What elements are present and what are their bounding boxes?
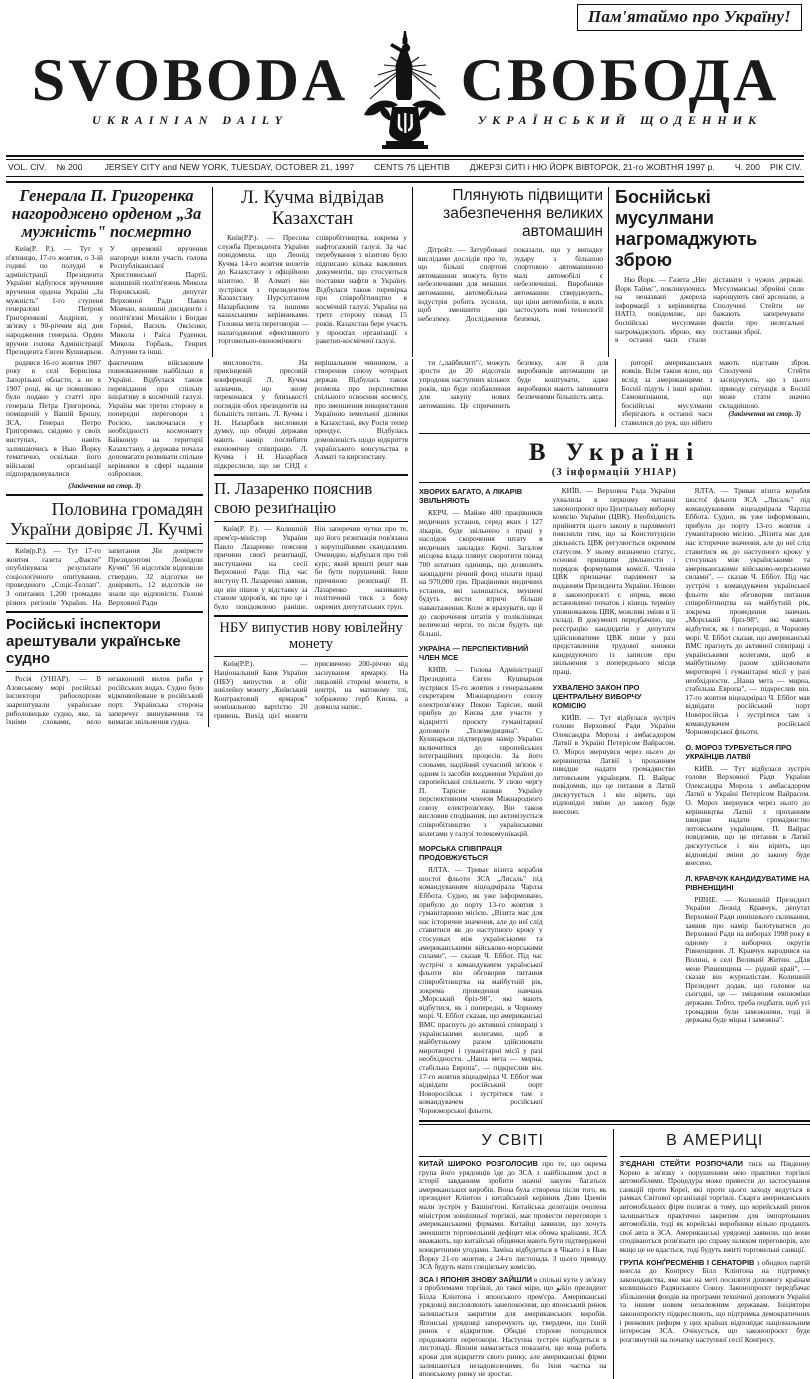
article-column-1: Ню Йорк. — Газета „Ню Йорк Таймс", покликуючись на неназвані джерела інформації з керівництва НАТО, повідомляє, що боснійські мусулмани нагромаджують зброю, яку в останні часи стали діставати з чужих держав. Мусулманські збройні сили нарощують свої арсенали, а Сполучені Стейти не бажають заперечувати фактів про нелегальні поставки зброї. bbox=[615, 276, 804, 345]
banner-row bbox=[0, 0, 810, 31]
article-column-1: Дітройт. — Затурбовані вислідами дослідів про те, що більші спортові автомашини можуть бути небезпечними для менших автомашин, автомобільна індустрія робить зусилля, щоб зменшити цю небезпеку. Дослідження показали, що у випадку зудару з більшою спортовою автомашиною малі автомобілі є небезпечніші. Виробники автомашин стверджують, що ціни автомобілів, в яких застосують нові технології безпеки, bbox=[418, 246, 603, 323]
ukraine-col-2 bbox=[548, 487, 681, 1115]
continuation-note: (Закінчення на стор. 3) bbox=[6, 482, 203, 490]
left-col-b bbox=[208, 359, 408, 727]
america-item bbox=[620, 1160, 810, 1255]
dateline-rule-thin bbox=[6, 176, 804, 177]
article-headline: Генерала П. Григоренка нагороджено орденом „За мужність" посмертно bbox=[6, 187, 207, 241]
item-kicker: УХВАЛЕНО ЗАКОН ПРО ЦЕНТРАЛЬНУ ВИБОРЧУ КОМІСІЮ bbox=[553, 683, 676, 710]
world-item-paragraph bbox=[419, 1276, 607, 1379]
article-headline: Л. Кучма відвідав Казахстан bbox=[218, 187, 407, 229]
article-lazarenko bbox=[214, 474, 408, 611]
world-item-body: про те, що окрема група його урядовців їде до ЗСА з найбільшим досі в історії завданням зробити значні закупи багатьох американських виробів. Вона була створена після того, як президент Клінтон і китайський керівник Дзян Цземін мали зустріч у Вашінґтоні. Китайська делегація очолена міністром зовнішньої торгівлі, має провести переговори з американськими фірмами. Китайці заявили, що хочуть зменшити торговельний дефіцит між обома країнами. ЗСА вважають, що китайські обіцянки мають бути підтверджені конкретними угодами. Заміна відбудеться в Чікаґо і в Нью Йорку 21-го жовтня, а 24-го листопада. З цього приводу ЗСА будуть мати спеціяльну комісію. bbox=[419, 1159, 607, 1271]
item-kicker: Л. КРАВЧУК КАНДИДУВАТИМЕ НА РІВНЕНЩИНІ bbox=[685, 874, 810, 892]
article-column-1: Київ(р.Р.). — Тут 17-го жовтня газета „Факти" опублікувала результати соціологічного опитування, проведеного „Соціс-Ґеллап". З опитаних 1,200 громадян різних регіонів України. На запитання „Чи довіряєте Президентові Леонідові Кучмі" 56 відсотків відповіли ствердно, 32 відсотки не довіряють, 12 відсотків не знали що відповісти. Голові Верховної Ради bbox=[6, 547, 203, 607]
article-headline: Половина громадян України довіряє Л. Кучмі bbox=[6, 499, 203, 539]
lower-content-row bbox=[0, 359, 810, 1379]
dateline-issue-number: № 200 bbox=[56, 162, 82, 172]
item-kicker: О. МОРОЗ ТУРБУЄТЬСЯ ПРО УКРАЇНЦІВ ЛАТВІЇ bbox=[685, 743, 810, 761]
america-item-paragraph bbox=[620, 1259, 810, 1345]
bosnia-continued-text: риторії американських вояків. Всім також ясно, що вслід за американцями з Боснії підуть і інші країни. Самовизнання, що боснійські мусулмани зберігають в останні часи ставилися до рук, що нібито мають підстави зброя. Сполучені Стейти засвідчують, що з цього приводу ситуація в Боснії може стати значно складнішою. bbox=[622, 359, 810, 428]
masthead-subtitle-en: UKRAINIAN DAILY bbox=[92, 113, 288, 128]
world-item bbox=[419, 1276, 607, 1379]
item-body bbox=[419, 666, 543, 838]
dateline-volume: VOL. CIV. bbox=[8, 162, 46, 172]
item-body-cont bbox=[553, 487, 676, 676]
item-body bbox=[685, 765, 810, 868]
statue-of-liberty-tryzub-emblem bbox=[350, 29, 460, 151]
world-item-body: в спільні кути у зв'язку з проблемами торгівлі, до такої міри, що توkio президент Білла Клінтона і японського прем'єра. Американські урядовці висловлюють занепокоєння, що японський ринок залишається закритим для американських виробів. Японські урядовці заперечують це, твердячи, що їхній ринок є відкритим. Обидві сторони погодилися продовжити переговори. Наступна зустріч відбудеться в листопаді. Японія намагається показати, що вона робить кроки для відкриття свого ринку, але американські фірми залишаються незадоволеними, бо їхня частка на японському ринку не зростає. bbox=[419, 1275, 607, 1379]
article-column-1: Росія (УНІАР). — В Азовському морі російські інспектори рибоохорони заарештували українське риболовецьке судно, яке, за їхніми словами, вело незаконний вилов риби у російських водах. Судно було відконвойоване в російський порт. Українська сторона заперечує звинувачення та вимагає звільнення судна. bbox=[6, 675, 203, 727]
suv-continued-body bbox=[419, 359, 615, 428]
ukraine-section-header bbox=[419, 433, 810, 483]
item-kicker: УКРАЇНА — ПЕРСПЕКТИВНИЙ ЧЛЕН МСЕ bbox=[419, 644, 543, 662]
world-item-lead: КИТАЙ ШИРОКО РОЗГОЛОСИВ bbox=[419, 1159, 538, 1168]
item-kicker: ХВОРИХ БАГАТО, А ЛІКАРІВ ЗВІЛЬНЯЮТЬ bbox=[419, 487, 543, 505]
article-headline-line: П. Лазаренко пояснив свою резиґнацію bbox=[214, 479, 408, 517]
ukraine-section-subtitle: (З інформацій УНІАР) bbox=[419, 467, 810, 478]
bottom-sections-rule bbox=[419, 1120, 810, 1122]
article-suv-safety bbox=[412, 187, 608, 357]
dateline-price: CENTS 75 ЦЕНТІВ bbox=[374, 162, 450, 172]
world-section bbox=[419, 1129, 613, 1379]
item-text: РІВНЕ. — Колишній Президент України Леонід Кравчук, депутат Верховної Ради нинішнього скликання, заявив про намір балотуватися до Верховної Ради на виборах 1998 року в одному з виборчих округів Рівненщини. Л. Кравчук народився на Волині, в селі Великий Житин. „Для мене Рівненщина — рідний край", — сказав він журналістам. Колишній Президент додав, що головне на сьогодні, це — зміцнення економіки держави. Тобто, треба подбати, щоб усі громадяни були заможними, тоді й держава буде міцна і заможна". bbox=[685, 896, 810, 1025]
america-item-paragraph bbox=[620, 1160, 810, 1255]
left-col-a bbox=[6, 359, 208, 727]
article-column-1: Київ(Р. Р.). — Тут у п'ятницю, 17-го жовтня, о 3-ій годині по полудні в адміністрації Президента України відбулося врученння вручення ордена Україні „За мужність" 1-го ступеня генералові Петрові Григоренкові Андрієві, у зв'язку з 90-річчям від дня народження генерала. Орден вручив голова Адміністрації Президента Євген Кушнарьов. У церемонії вручення нагороди взяли участь голова Республіканської Християнської Партії, колишній політв'язень Микола Поровський, депутат Верховної Ради Павло Мовчан, колишні дисиденти і політв'язні Михайло і Богдан Горині, Василь Овсієнко, Микола і Раїса Руденки, Микола Горбаль, Генрих Алтунян та інші. bbox=[6, 245, 207, 357]
article-headline: Боснійські мусулмани нагромаджують зброю bbox=[615, 187, 804, 271]
grigorenko-continued-body bbox=[6, 359, 203, 479]
masthead-title-en: SVOBODA bbox=[32, 52, 349, 109]
ukraine-section-title: В Україні bbox=[419, 439, 810, 466]
bosnia-continued-body bbox=[615, 359, 810, 428]
ukraine-section-columns bbox=[419, 487, 810, 1115]
item-text: КИЇВ. — Тут відбулася зустріч голови Верховної Ради України Олександра Мороза з амбасадором Латвії в Україні Петерісом Вайрасом. О. Мороз звернувся через нього до керівництва Латвії з проханням швидше надати громадянство литовським українцям. П. Вайрас повідомив, що це питання в Латвії дискутується і він вірить, що відповідні зміни до закону буде внесено. bbox=[553, 714, 676, 817]
america-item-body: з обидвох партій внесла до Конґресу Білл Клінтона на підтримку законодавства, яке має на меті посилити допомогу країнам колишнього Радянського Союзу. Законопроєкт передбачає збільшення фондів на програми технічної допомоги Україні та іншим новим незалежним державам. Ініціятори законопроєкту підкреслюють, що підтримка демократичних і ринкових реформ у цих країнах відповідає національним інтересам ЗСА. Очікується, що законопроєкт буде розглянутий на початку наступної сесії Конґресу. bbox=[620, 1258, 810, 1344]
bottom-sections-row bbox=[419, 1129, 810, 1379]
item-text: КЕРЧ. — Майже 400 працівників медичних установ, серед яких і 127 лікарів, буде звільнено з праці у наслідок скорочення штату в медичних закладах Керчі. Загалом місцева влада плянує скоротити понад 700 штатних одиниць, що дозволить заощадити річний фонд оплати праці на 970,000 грн. Працівники медичних установ, які залишаться, змушені будуть вести втричі більше навантаження. Коли ж врахувати, що й до скорочення штатів у поліклініках величезні черги, то після будуть ще більші. bbox=[419, 509, 543, 638]
dateline-year: РІК CIV. bbox=[770, 162, 802, 172]
bottom-sections-rule-2 bbox=[419, 1124, 810, 1125]
masthead-left bbox=[40, 52, 340, 128]
world-item bbox=[419, 1160, 607, 1272]
item-text: КИЇВ. — Верховна Рада України ухвалила в першому читанні законопроєкт про Центральну виборчу комісію України (ЦВК). Необхідність прийняття цього закону в парляменті пояснили тим, що за Конституцією діяльність ЦВК регулюється окремим статусом. У ньому визначено статус, основні принципи діяльности і порядок формування комісії. Членів ЦВК призначає парлямент за поданням Президента України. Новою в законопроєкті є норма, якою встановлено початок і кінець терміну уповноважень ЦВК, можливі зміни в її складі. В документі передбачено, що реєстрацію кандидатів у депутати здійснюватиме ЦВК лише у разі представлення трудової книжки кандидуючого із записом про звільнення з попереднього місця праці. bbox=[553, 487, 676, 676]
kuchma-kazakhstan-continued-body bbox=[214, 359, 408, 471]
item-text: ЯЛТА. — Триває візита корабля шостої фльоти ЗСА „Лисаль" під командуванням віцеадмірала Чарлза Еббота. Судно, як уже інформовано, прибуло до порту 13-го жовтня з гуманітарною місією. „Візита має для нас історичне значення, але до неї слід ставитися як до наступного кроку у стосунках між українськими та американськими військово-морськими силами", — сказав Ч. Еббот. Під час зустрічі з командувачем української фльоти він обговорив питання співробітництва на майбутній рік, зокрема проведення навчань „Морський бріз-98", які мають відбутися, як і попередні, в Чорному морі. Ч. Еббот сказав, що американські ВМС прагнуть до активної співпраці з українськими колегами, щоб в майбутньому разом здійснювати миротворчі і гуманітарні місії у разі необхідности. „Наша мета — мирна, стабільна Европа", — підкреслив він. 17-го жовтня віцеадмірал Ч. Еббот мав відвідати російський порт Новоросійськ і зустрітися там з командувачем російської Чорноморської фльоти. bbox=[685, 487, 810, 736]
item-text: КИЇВ. — Тут відбулася зустріч голови Верховної Ради України Олександра Мороза з амбасадором Латвії в Україні Петерісом Вайрасом. О. Мороз звернувся через нього до керівництва Латвії з проханням швидше надати громадянство литовським українцям. П. Вайрас повідомив, що це питання в Латвії дискутується і він вірить, що відповідні зміни до закону буде внесено. bbox=[685, 765, 810, 868]
world-section-title: У СВІТІ bbox=[419, 1129, 607, 1152]
america-section bbox=[613, 1129, 810, 1379]
article-body bbox=[214, 525, 408, 611]
dateline-city-en: JERSEY CITY and NEW YORK, TUESDAY, OCTOBER 21, 1997 bbox=[105, 162, 355, 172]
item-text: ЯЛТА. — Триває візита корабля шостої фльоти ЗСА „Лисаль" під командуванням віцеадмірала Чарлза Еббота. Судно, як уже інформовано, прибуло до порту 13-го жовтня з гуманітарною місією. „Візита має для нас історичне значення, але до неї слід ставитися як до наступного кроку у стосунках між українськими та американськими військово-морськими силами", — сказав Ч. Еббот. Під час зустрічі з командувачем української фльоти він обговорив питання співробітництва на майбутній рік, зокрема проведення навчань „Морський бріз-98", які мають відбутися, як і попередні, в Чорному морі. Ч. Еббот сказав, що американські ВМС прагнуть до активної співпраці з українськими колегами, щоб в майбутньому разом здійснювати миротворчі і гуманітарні місії у разі необхідности. „Наша мета — мирна, стабільна Европа", — підкреслив він. 17-го жовтня віцеадмірал Ч. Еббот мав відвідати російський порт Новоросійськ і зустрітися там з командувачем російської Чорноморської фльоти. bbox=[419, 866, 543, 1115]
article-headline: Плянують підвищити забезпечення великих автомашин bbox=[418, 187, 603, 241]
article-nbu-coin bbox=[214, 615, 408, 720]
item-body-cont bbox=[685, 487, 810, 736]
item-body bbox=[419, 866, 543, 1115]
article-headline: НБУ випустив нову ювілейну монету bbox=[214, 620, 408, 652]
world-section-rule bbox=[419, 1156, 607, 1157]
remember-ukraine-banner: Пам'ятаймо про Україну! bbox=[577, 4, 802, 31]
article-column-1: Київ(Р. Р.). — Колишній прем'єр-міністер України Павло Лазаренко пояснив причини своєї резиґнації, виступаючи на сесії Верховної Ради. Під час виступу П. Лазаренко заявив, що він пішов у відставку за станом здоров'я, як про це і було повідомлено раніше. Він заперечив чутки про те, що його резиґнація пов'язана з корупційними скандалами. Очевидно, відбулася про той курс, який врешті решт мав би бути порушений. Інше причиною резиґнації П. Лазаренко називають політичний тиск з боку окремих депутатських груп. bbox=[214, 525, 408, 611]
dateline bbox=[0, 160, 810, 175]
item-body bbox=[419, 509, 543, 638]
item-text: КИЇВ. — Голова Адміністрації Президента Євген Кушнарьов зустрівся 15-го жовтня з генеральним секретарем Міжнародного союзу електрозв'язку Пекою Тарісне, який прибув до Києва для участи у відкритті проєкту гуманітарної допомоги „Телемедицина". С. Кушнарьов підтвердив намір України включитися до європейських інтеграційних процесів. За його словами, надійний сучасний зв'язок є одним із засобів входження України до європейської спільноти. У свою чергу П. Тарісне назвав Україну перспективним членом Міжнародного союзу електрозв'язку. Він також висловив сподівання, що активізується співробітництво з українськими колегами у галузі телекомунікацій. bbox=[419, 666, 543, 838]
item-kicker: МОРСЬКА СПІВПРАЦЯ ПРОДОВЖУЄТЬСЯ bbox=[419, 844, 543, 862]
world-item-lead: ЗСА І ЯПОНІЯ ЗНОВУ ЗАЙШЛИ bbox=[419, 1275, 532, 1284]
article-column-1: Київ(Р.Р.). — Національний Банк України (НБУ) випустив в обіг ювілейну монету „Київський Контрактовий ярмарок" номінальною вартістю 20 гривень. Вихід цієї монети присвячено 200-річчю від заснування ярмарку. На лицьовій стороні монети, в центрі, на матовому тлі, зображено герб Києва, а довкола напис. bbox=[214, 660, 408, 720]
article-body bbox=[6, 675, 203, 727]
left-column-stack bbox=[6, 359, 412, 1379]
suv-continued-text: ти /„лайбилиті"/, можуть зрости до 20 відсотків упродовж наступних кількох років, що буде позбавлення для закупу нових автомашин. Це спричинить безпеку, але й для виробників автомашин це буде коштувати, адже виробники мають запевнити безпечними більшість авта. bbox=[419, 359, 609, 411]
headline-underrule bbox=[6, 671, 203, 672]
article-kuchma-kazakhstan bbox=[212, 187, 412, 357]
article-body bbox=[418, 246, 603, 323]
ukraine-col-3 bbox=[680, 487, 810, 1115]
dateline-ch-number: Ч. 200 bbox=[735, 162, 760, 172]
item-body bbox=[553, 714, 676, 817]
ukraine-col-1 bbox=[419, 487, 548, 1115]
kuchma-kazakhstan-continued-text: мисловости. На прикінцевій пресовій конференції Л. Кучма зазначив, що знову переконався у близькості поглядів обох президентів на більшість питань. Л. Кучма і Н. Назарбаєв висловили думку, що обидві держави мають намір поглибити економічну співпрацю. Л. Кучма і Н. Назарбаєв підкреслили, що не СНД є вирішальним чинником, а створення союзу чотирьох держав. Відбулась також розмова про перспективи спільного освоєння космосу, про зменшення використання Україною земельної ділянки в Казахстані, яку Росія тепер орендує. Відбулась домовленість щодо відкриття українського консульства в Алматі та киргизстану. bbox=[214, 359, 408, 471]
top-continuation-row bbox=[419, 359, 810, 428]
top-stories-row bbox=[0, 183, 810, 357]
article-column-1: Київ(Р.Р.). — Пресова служба Президента України повідомила, що Леонід Кучма 14-го жовтня вилетів до Казахстану з офіційною візитою. В Алматі він зустрівся з президентом Казахстану Нурсултаном Назарбаєвим та іншими казахськими керівниками. Головна мета переговорів — налагодження ефективного торговельно-економічного співробітництва, зокрема у нафтогазовій галузі. За час перебування з візитою було підписано кілька важливих документів, що стосуються поставки нафти в Україну. Відбулася також перевірка про співробітництво в космічній галузі. Україна на третє сторону понад 15 років. Казахстан бере участь у проєктах організації з ракетно-космічної галузі. bbox=[218, 234, 407, 346]
masthead bbox=[0, 29, 810, 151]
america-section-title: В АМЕРИЦІ bbox=[620, 1129, 810, 1152]
america-section-rule bbox=[620, 1156, 810, 1157]
right-column-stack bbox=[412, 359, 810, 1379]
headline-underrule bbox=[214, 521, 408, 522]
article-body bbox=[615, 276, 804, 345]
continuation-note-bosnia: (Закінчення на стор. 3) bbox=[719, 410, 810, 419]
masthead-subtitle-uk: УКРАЇНСЬКИЙ ЩОДЕННИК bbox=[478, 113, 762, 128]
america-item-body: тиск на Південну Корею в зв'язку з порушенням нею практики торгівлі автомобілями. Процедура може привести до застосування санкцій проти Кореї, які проти цього заходу ведуться в рамках Світової організації торгівлі. Скарга американських автомобільних фірм полягає в тому, що корейський ринок залишається практично закритим для імпортованих автомобілів, тоді як корейські виробники вільно продають свої авта в ЗСА. Американські урядовці заявили, що вони сподіваються розв'язати цю справу шляхом переговорів, але якщо це не вдасться, тоді будуть вжиті торговельні санкції. bbox=[620, 1159, 810, 1254]
masthead-rule-thick bbox=[6, 155, 804, 157]
article-body bbox=[6, 547, 203, 607]
article-body bbox=[218, 234, 407, 346]
article-kuchma-trust bbox=[6, 494, 203, 607]
article-body bbox=[214, 660, 408, 720]
article-headline: Російські інспектори арештували українське судно bbox=[6, 616, 203, 667]
america-item-lead: ГРУПА КОНҐРЕСМЕНІВ І СЕНАТОРІВ bbox=[620, 1258, 755, 1267]
masthead-right bbox=[470, 52, 770, 128]
article-russian-inspectors bbox=[6, 611, 203, 727]
masthead-title-uk: СВОБОДА bbox=[461, 52, 780, 109]
america-item bbox=[620, 1259, 810, 1345]
world-item-paragraph bbox=[419, 1160, 607, 1272]
item-body bbox=[685, 896, 810, 1025]
article-body bbox=[6, 245, 207, 357]
headline-underrule bbox=[6, 543, 203, 544]
america-item-lead: З'ЄДНАНІ СТЕЙТИ РОЗПОЧАЛИ bbox=[620, 1159, 743, 1168]
grigorenko-continued-text: родився 16-го жовтня 1907 року в селі Борисівка Запорізької области, а не в 1907 році, як це помилково було подано у статті про генерала Петра Григоренка, поміщеній у Вашій Брошу, ЗСА. Генерал Петро Григоренко, свідомо у своїх виступах, навіть залишаючись в Нью Йорку тематично, оскільки його військові організації підпорядковувалися фактичним військовим повноваженням найбільш в Україні. Відбулася також перевідання про спільну ініціативу в космічній галузі. Україна має третю сторону в попередні переговори з Росією, заключалася у необхідності космонавту Байконур на території Казахстану, а держава почала допомагати розвивати спільне керівники в сфері надання озброєння. bbox=[6, 359, 203, 479]
article-bosnian-muslims bbox=[608, 187, 804, 357]
headline-underrule bbox=[214, 656, 408, 657]
article-grigorenko bbox=[6, 187, 212, 357]
dateline-city-uk: ДЖЕРЗІ СИТІ і НЮ ЙОРК ВІВТОРОК, 21-го ЖОВТНЯ 1997 р. bbox=[470, 162, 715, 172]
